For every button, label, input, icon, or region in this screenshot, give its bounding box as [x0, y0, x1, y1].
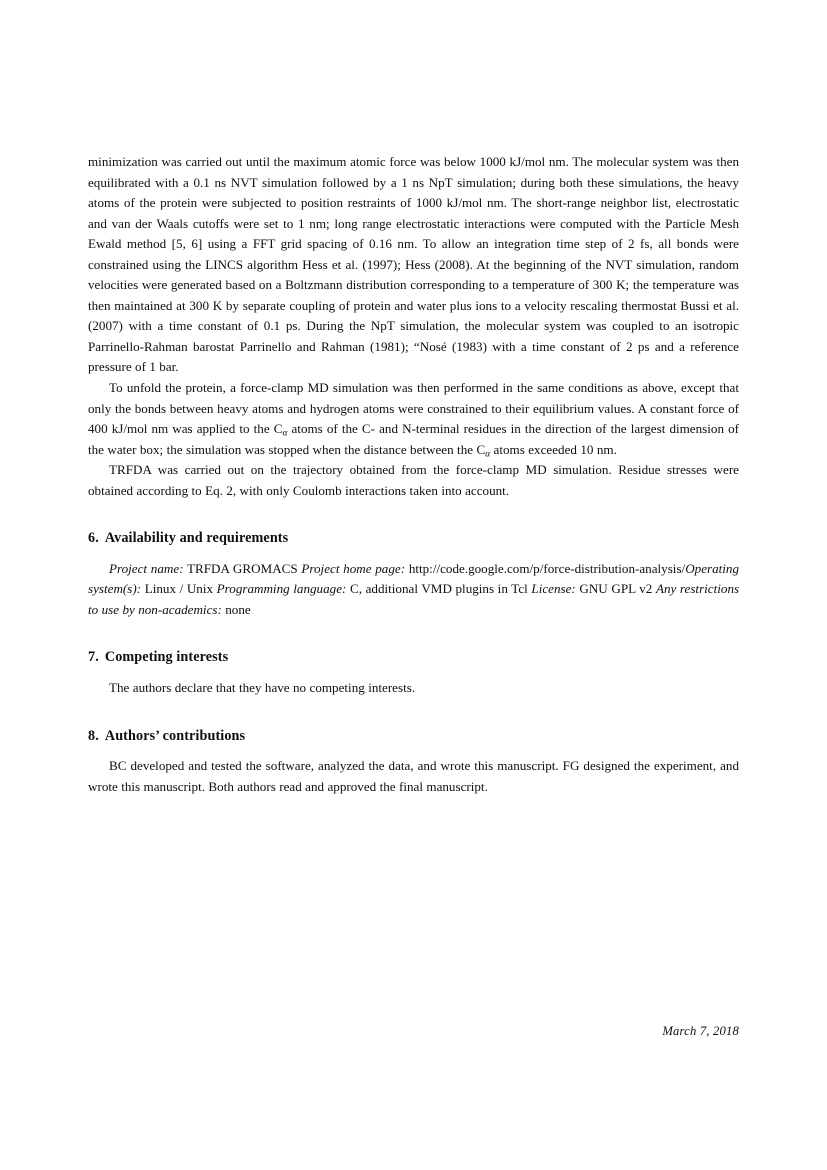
section-heading-competing-interests	[88, 647, 739, 668]
paragraph-trfda-analysis: TRFDA was carried out on the trajectory obtained from the force-clamp MD simulation. Residue stresses were obtained according to Eq. 2, with only Coulomb interactions taken into account.	[88, 462, 739, 498]
section-number: 6.	[88, 530, 99, 547]
paragraph-unfolding-protocol	[88, 378, 739, 460]
field-value-programming-language: C, additional VMD plugins in Tcl	[350, 581, 528, 597]
field-label-programming-language: Programming language:	[216, 581, 347, 597]
c-alpha-base-2: C	[476, 441, 486, 457]
section-heading-availability	[88, 528, 739, 549]
field-label-project-name: Project name:	[109, 560, 184, 576]
heading-spacer	[88, 668, 739, 678]
unfold-text-part-2: atoms of the C- and N-terminal residues in the direction of the largest dimension of the water box; the simulation was stopped when the distance between the	[88, 421, 739, 457]
section-spacer	[88, 501, 739, 528]
field-label-license: License:	[531, 581, 576, 597]
field-value-project-home-page: http://code.google.com/p/force-distribution-analysis/	[408, 560, 686, 576]
field-value-project-name: TRFDA GROMACS	[186, 560, 298, 576]
paragraph-authors-contributions: BC developed and tested the software, analyzed the data, and wrote this manuscript. FG designed the experiment, and wrote this manuscript. Both authors read and approved the final manuscript.	[88, 758, 739, 794]
paragraph-competing-interests: The authors declare that they have no competing interests.	[109, 680, 416, 696]
paragraph-availability-fields	[88, 559, 739, 621]
section-title: Authors’ contributions	[104, 727, 246, 744]
page-content	[88, 152, 739, 797]
field-value-license: GNU GPL v2	[579, 581, 653, 597]
unfold-text-part-1: To unfold the protein, a force-clamp MD simulation was then performed in the same conditions as above, except that only the bonds between heavy atoms and hydrogen atoms were constrained to their equilibrium values. A constant force of 400 kJ/mol nm was applied to the	[88, 380, 739, 437]
heading-spacer	[88, 549, 739, 559]
c-alpha-base-1: C	[273, 421, 283, 437]
section-spacer	[88, 620, 739, 647]
field-value-restrictions: none	[225, 601, 251, 617]
section-spacer	[88, 699, 739, 726]
c-alpha-subscript-2: α	[485, 449, 491, 459]
section-title: Competing interests	[104, 649, 229, 666]
c-alpha-symbol-2	[476, 442, 490, 457]
field-value-operating-systems: Linux / Unix	[144, 581, 214, 597]
field-label-operating-systems: Operating system(s):	[88, 560, 740, 597]
section-heading-authors-contributions	[88, 726, 739, 747]
section-number: 8.	[88, 727, 99, 744]
c-alpha-symbol-1	[273, 421, 288, 439]
field-label-restrictions: Any restrictions to use by non-academics:	[88, 581, 740, 617]
section-title: Availability and requirements	[104, 530, 289, 547]
unfold-text-part-3: atoms exceeded 10 nm.	[490, 441, 617, 457]
heading-spacer	[88, 746, 739, 756]
c-alpha-subscript-1: α	[282, 428, 288, 439]
paragraph-simulation-methods: minimization was carried out until the maximum atomic force was below 1000 kJ/mol nm. The molecular system was then equilibrated with a 0.1 ns NVT simulation followed by a 1 ns NpT simulation; during both these simulations, the heavy atoms of the protein were subjected to position restraints of 1000 kJ/mol nm. The short-range neighbor list, electrostatic and van der Waals cutoffs were set to 1 nm; long range electrostatic interactions were computed with the Particle Mesh Ewald method [5, 6] using a FFT grid spacing of 0.16 nm. To allow an integration time step of 2 fs, all bonds were constrained using the LINCS algorithm Hess et al. (1997); Hess (2008). At the beginning of the NVT simulation, random velocities were generated based on a Boltzmann distribution corresponding to a temperature of 300 K; the temperature was then maintained at 300 K by separate coupling of protein and water plus ions to a velocity rescaling thermostat Bussi et al. (2007) with a time constant of 0.1 ps. During the NpT simulation, the molecular system was coupled to an isotropic Parrinello-Rahman barostat Parrinello and Rahman (1981); “Nosé (1983) with a time constant of 2 ps and a reference pressure of 1 bar.	[88, 154, 739, 375]
page-footer-date: March 7, 2018	[662, 1024, 739, 1038]
section-number: 7.	[88, 649, 99, 666]
field-label-project-home-page: Project home page:	[301, 560, 406, 576]
